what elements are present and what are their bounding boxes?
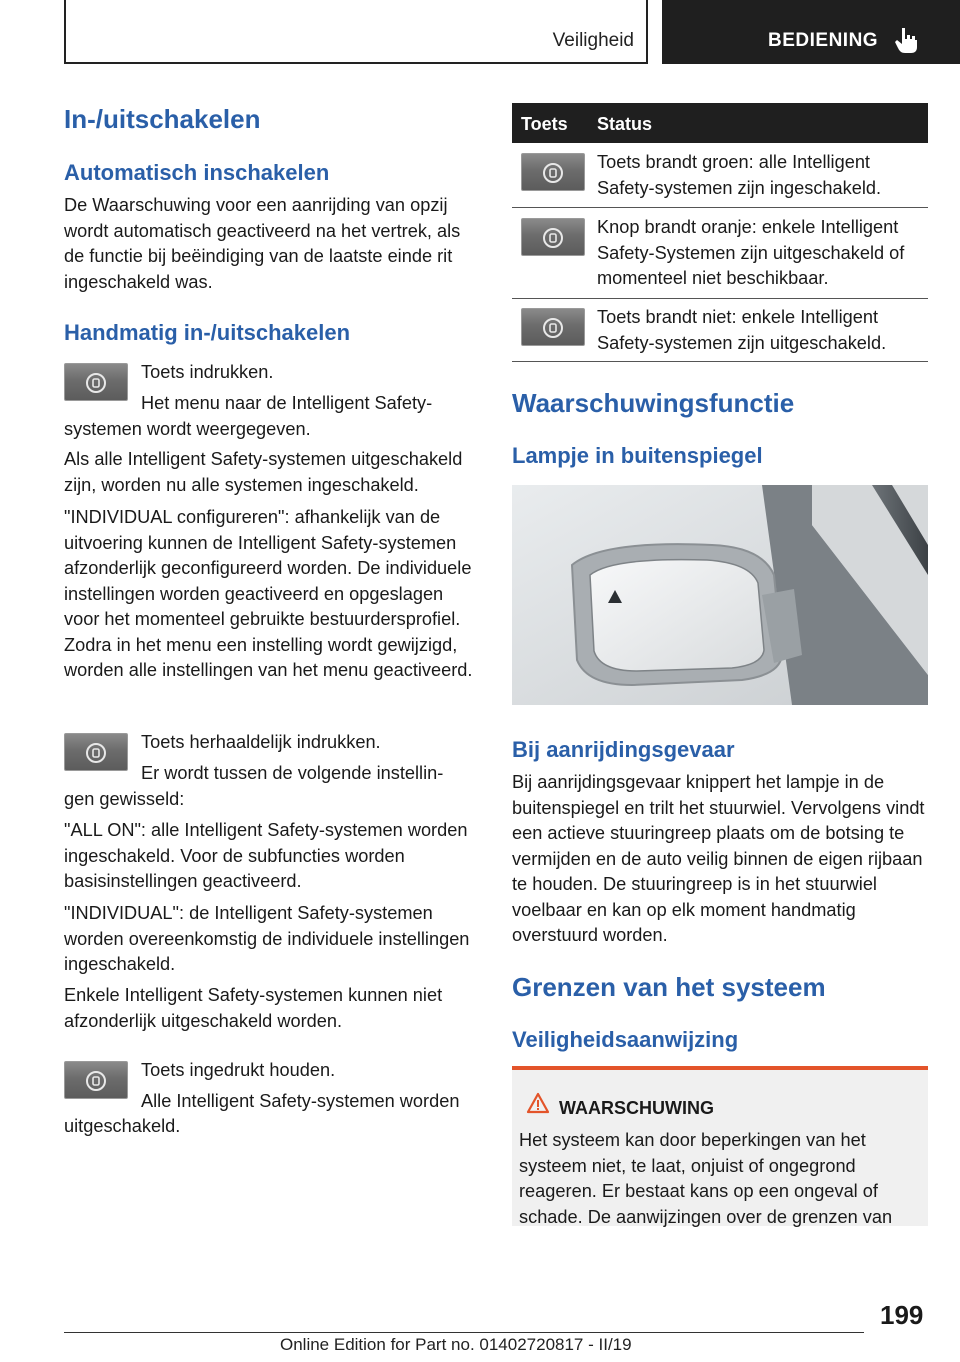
para-individual: "INDIVIDUAL": de Intelligent Safety-systemen worden overeenkomstig de individuele instellingen ingeschakeld. xyxy=(64,903,470,974)
heading-veiligheidsaanwijzing: Veiligheidsaanwijzing xyxy=(512,1027,739,1052)
safety-assist-icon xyxy=(541,226,565,250)
safety-assist-icon xyxy=(541,161,565,185)
section-title-waarschuwingsfunctie: Waarschuwingsfunctie xyxy=(512,388,795,418)
danger-text: Bij aanrijdingsgevaar knippert het lampje in de buitenspiegel en trilt het stuurwiel. Vervolgens vindt een actieve stuuringreep plaats om de botsing te vermijden en de auto veilig binnen de eigen rijbaan te houden. De stuuringreep is in het stuurwiel voelbaar en kan op elk moment handmatig overstuurd worden. xyxy=(512,772,925,945)
footer-divider xyxy=(64,1332,864,1333)
safety-button-image xyxy=(64,363,128,401)
table-status-cell: Knop brandt oranje: enkele Intelligent Safety-Systemen zijn uitgeschakeld of momenteel niet beschikbaar. xyxy=(597,217,905,288)
warning-triangle-icon xyxy=(526,1092,550,1114)
heading-lampje: Lampje in buitenspiegel xyxy=(512,443,763,468)
para-some-systems: Enkele Intelligent Safety-systemen kunnen niet afzonderlijk uitgeschakeld worden. xyxy=(64,985,443,1031)
step1-line3: systemen wordt weergegeven. xyxy=(64,419,311,439)
step3-line2: Alle Intelligent Safety-systemen worden xyxy=(141,1091,460,1111)
table-row xyxy=(512,299,928,362)
table-status-cell: Toets brandt niet: enkele Intelligent Safety-systemen zijn uitgeschakeld. xyxy=(597,307,887,353)
safety-assist-icon xyxy=(84,371,108,395)
page-number: 199 xyxy=(880,1300,924,1330)
step3-line3: uitgeschakeld. xyxy=(64,1116,181,1136)
safety-button-image xyxy=(521,153,585,191)
para-all-off: Als alle Intelligent Safety-systemen uitgeschakeld zijn, worden nu alle systemen ingeschakeld. xyxy=(64,449,463,495)
step1-line2: Het menu naar de Intelligent Safety- xyxy=(141,393,433,413)
heading-handmatig: Handmatig in-/uitschakelen xyxy=(64,320,351,345)
step2-line1: Toets herhaaldelijk indrukken. xyxy=(141,732,381,752)
safety-button-image xyxy=(521,308,585,346)
warning-text: Het systeem kan door beperkingen van het systeem niet, te laat, onjuist of ongegrond reageren. Er bestaat kans op een ongeval of schade. De aanwijzingen over de grenzen van xyxy=(519,1130,893,1227)
step1-line1: Toets indrukken. xyxy=(141,362,274,382)
footer-edition: Online Edition for Part no. 01402720817 - II/19 xyxy=(280,1335,632,1354)
header-chapter-label: BEDIENING xyxy=(768,30,879,51)
safety-button-image xyxy=(64,1061,128,1099)
safety-button-image xyxy=(64,733,128,771)
warning-box xyxy=(512,1066,928,1226)
table-col-toets: Toets xyxy=(521,114,568,134)
safety-assist-icon xyxy=(84,741,108,765)
header-section-label: Veiligheid xyxy=(552,30,634,51)
header-chapter-tab[interactable] xyxy=(662,0,960,64)
step3-line1: Toets ingedrukt houden. xyxy=(141,1060,336,1080)
para-all-on: "ALL ON": alle Intelligent Safety-systemen worden ingeschakeld. Voor de subfuncties worden basisinstellingen geactiveerd. xyxy=(64,820,468,891)
mirror-illustration xyxy=(512,485,928,705)
table-row xyxy=(512,143,928,208)
safety-assist-icon xyxy=(541,316,565,340)
step2-line2: Er wordt tussen de volgende instellin- xyxy=(141,763,444,783)
warning-title: WAARSCHUWING xyxy=(559,1098,714,1118)
section-title-grenzen: Grenzen van het systeem xyxy=(512,972,826,1002)
table-header xyxy=(512,103,928,143)
table-row xyxy=(512,208,928,299)
table-status-cell: Toets brandt groen: alle Intelligent Safety-systemen zijn ingeschakeld. xyxy=(597,152,882,198)
heading-aanrijdingsgevaar: Bij aanrijdingsgevaar xyxy=(512,737,735,762)
heading-automatisch: Automatisch inschakelen xyxy=(64,160,330,185)
step2-line3: gen gewisseld: xyxy=(64,789,185,809)
safety-assist-icon xyxy=(84,1069,108,1093)
hand-pointer-icon xyxy=(894,26,920,54)
auto-text: De Waarschuwing voor een aanrijding van opzij wordt automatisch geactiveerd na het vertrek, als de functie bij beëindiging van de laatste einde rit ingeschakeld was. xyxy=(64,195,461,292)
section-title-in-uitschakelen: In-/uitschakelen xyxy=(64,104,261,134)
para-individual-configure: "INDIVIDUAL configureren": afhankelijk van de uitvoering kunnen de Intelligent Safety-systemen afzonderlijk geconfigureerd worden. De individuele instellingen worden geactiveerd en opgeslagen voor het momenteel gebruikte bestuurdersprofiel. Zodra in het menu een instelling wordt gewijzigd, worden alle instellingen van het menu geactiveerd. xyxy=(64,507,473,680)
safety-button-image xyxy=(521,218,585,256)
table-col-status: Status xyxy=(597,114,653,134)
